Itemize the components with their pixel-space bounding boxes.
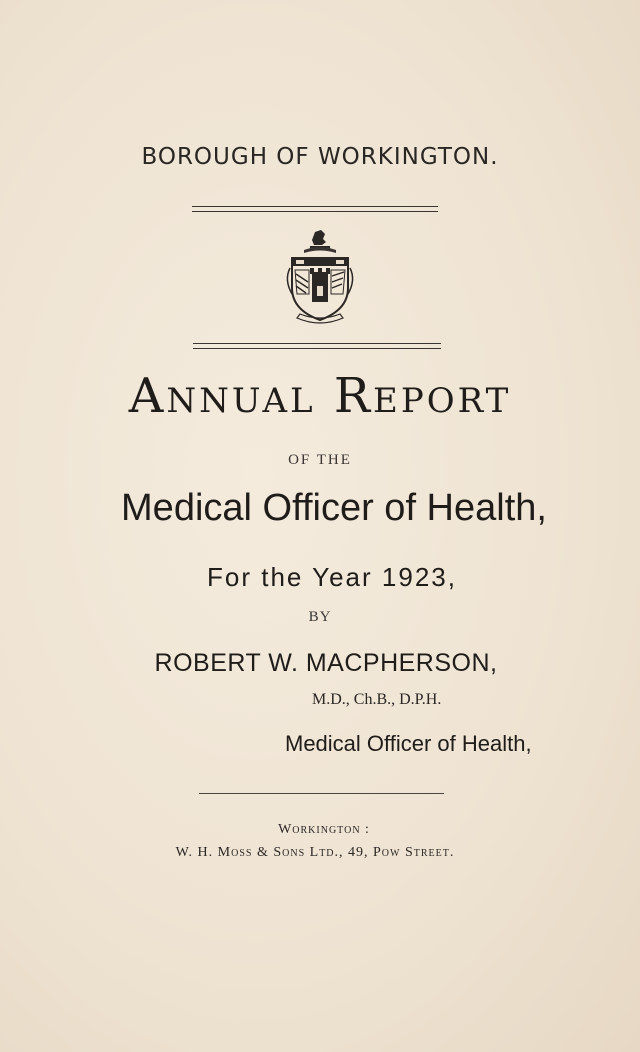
author-degrees: M.D., Ch.B., D.P.H. xyxy=(312,691,442,708)
author-name: ROBERT W. MACPHERSON, xyxy=(154,649,498,677)
printer-imprint: W. H. Moss & Sons Ltd., 49, Pow Street. xyxy=(175,845,455,860)
borough-coat-of-arms-icon xyxy=(282,228,358,324)
year-line: For the Year 1923, xyxy=(207,562,457,592)
of-the-line: OF THE xyxy=(288,452,352,468)
top-double-rule xyxy=(192,206,438,212)
subject-title: Medical Officer of Health, xyxy=(121,487,547,529)
report-title: Annual Report xyxy=(128,368,512,424)
publication-place: Workington : xyxy=(278,822,370,837)
middle-double-rule xyxy=(193,343,441,349)
author-title: Medical Officer of Health, xyxy=(285,731,532,756)
by-line: BY xyxy=(308,609,332,625)
borough-heading: BOROUGH OF WORKINGTON. xyxy=(141,144,499,170)
bottom-rule xyxy=(199,793,444,794)
